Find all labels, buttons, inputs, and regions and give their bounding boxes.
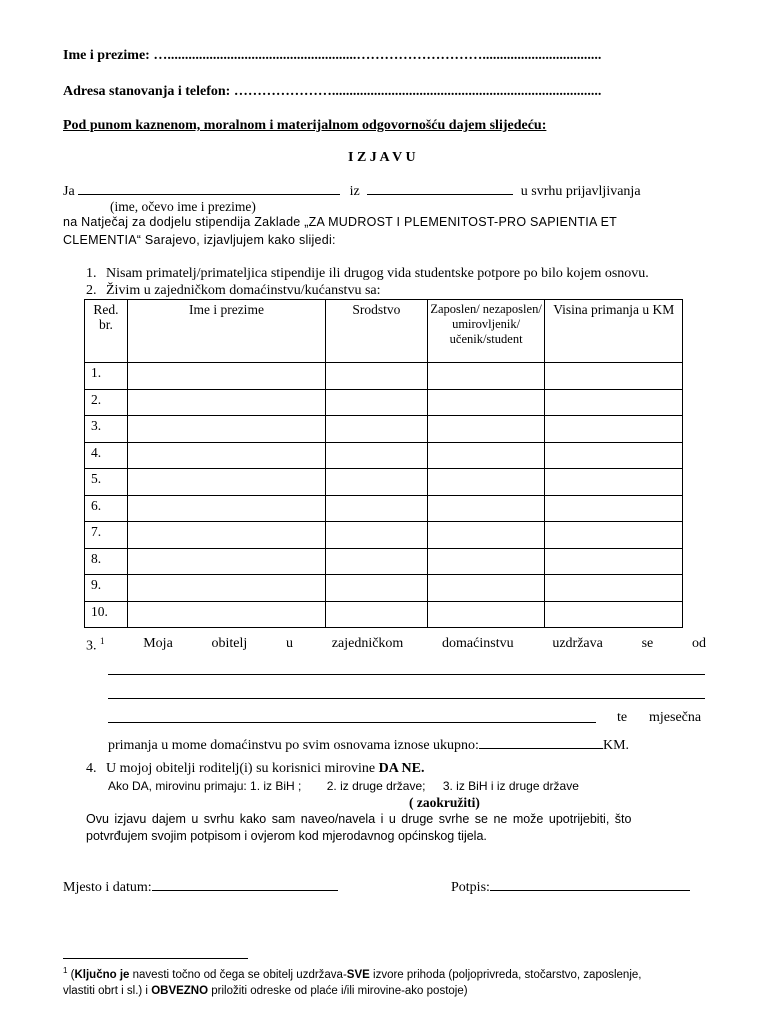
- item-4-number: 4.: [86, 761, 97, 776]
- address-fill-dots[interactable]: ………………….............................................................................: [233, 84, 602, 99]
- member-name-cell[interactable]: [127, 389, 325, 416]
- address-field-row: [63, 84, 601, 100]
- income-cell[interactable]: [545, 363, 683, 390]
- signature-label: Potpis:: [451, 880, 490, 895]
- income-cell[interactable]: [545, 495, 683, 522]
- status-cell[interactable]: [427, 442, 545, 469]
- footnote-divider: [63, 958, 248, 959]
- income-source-line-3[interactable]: [108, 722, 596, 723]
- income-cell[interactable]: [545, 389, 683, 416]
- footnote-text-2: izvore prihoda (poljoprivreda, stočarstvo, zaposlenje,: [369, 968, 642, 981]
- status-cell[interactable]: [427, 548, 545, 575]
- household-members-table: [84, 299, 683, 628]
- closing-line-1: Ovu izjavu dajem u svrhu kako sam naveo/navela i u druge svrhe se ne može upotrijebiti, što: [86, 812, 632, 826]
- row-number: 7.: [85, 522, 128, 549]
- header-income: Visina primanja u KM: [545, 300, 683, 363]
- item-1: [86, 266, 649, 282]
- relationship-cell[interactable]: [326, 495, 428, 522]
- relationship-cell[interactable]: [326, 601, 428, 628]
- intro-row: [63, 182, 641, 200]
- place-date-line[interactable]: [152, 878, 338, 891]
- row-number: 6.: [85, 495, 128, 522]
- circle-hint: ( zaokružiti): [409, 795, 480, 810]
- name-label: Ime i prezime:: [63, 48, 150, 63]
- statement-heading: Pod punom kaznenom, moralnom i materijalnom odgovornošću dajem slijedeću:: [63, 118, 547, 133]
- row-number: 5.: [85, 469, 128, 496]
- place-line[interactable]: [367, 182, 513, 195]
- footnote-line-2: [63, 985, 468, 997]
- pension-source-row: [108, 779, 579, 793]
- table-row: [85, 416, 683, 443]
- footnote-mark: 1: [63, 966, 68, 975]
- row-number: 9.: [85, 575, 128, 602]
- row-number: 2.: [85, 389, 128, 416]
- member-name-cell[interactable]: [127, 575, 325, 602]
- income-total-line[interactable]: [479, 736, 603, 749]
- table-row: [85, 363, 683, 390]
- item-3-word-5: domaćinstvu: [442, 636, 514, 651]
- iz-label: iz: [349, 184, 360, 199]
- footnote-reference: 1: [100, 636, 105, 646]
- row-number: 8.: [85, 548, 128, 575]
- item-3-word-1: Moja: [143, 636, 173, 651]
- income-total-row: [108, 736, 629, 754]
- income-unit: KM.: [602, 738, 630, 753]
- header-relationship: Srodstvo: [326, 300, 428, 363]
- relationship-cell[interactable]: [326, 442, 428, 469]
- table-row: [85, 495, 683, 522]
- relationship-cell[interactable]: [326, 389, 428, 416]
- full-name-line[interactable]: [78, 182, 340, 195]
- table-row: [85, 601, 683, 628]
- item-2: [86, 283, 381, 299]
- header-employment-status: Zaposlen/ nezaposlen/ umirovljenik/ učenik/student: [427, 300, 545, 363]
- income-cell[interactable]: [545, 575, 683, 602]
- income-source-line-1[interactable]: [108, 674, 705, 675]
- row-number: 1.: [85, 363, 128, 390]
- item-4: [86, 761, 424, 777]
- income-cell[interactable]: [545, 601, 683, 628]
- item-3-word-4: zajedničkom: [331, 636, 404, 651]
- footnote-line-1: $^1$ (Ključno je navesti točno od čega se obitelj uzdržava-SVE izvore prihoda (poljoprivreda, stočarstvo, zaposlenje,: [63, 966, 642, 981]
- name-field-row: [63, 48, 601, 64]
- document-title: I Z J A V U: [348, 150, 416, 165]
- member-name-cell[interactable]: [127, 548, 325, 575]
- row-number: 10.: [85, 601, 128, 628]
- status-cell[interactable]: [427, 416, 545, 443]
- signature-line[interactable]: [490, 878, 690, 891]
- intro-line-1: na Natječaj za dodjelu stipendija Zaklade „ZA MUDROST I PLEMENITOST-PRO SAPIENTIA ET: [63, 215, 618, 229]
- item-3-word-3: u: [286, 636, 294, 651]
- footnote-key-phrase: Ključno je: [74, 968, 130, 981]
- income-cell[interactable]: [545, 548, 683, 575]
- name-fill-dots[interactable]: …......................................................………………………..................................: [153, 48, 602, 63]
- income-cell[interactable]: [545, 442, 683, 469]
- status-cell[interactable]: [427, 389, 545, 416]
- pension-option-foreign[interactable]: 2. iz druge države;: [326, 779, 426, 793]
- item-1-text: Nisam primatelj/primateljica stipendije ili drugog vida studentske potpore po bilo kojem osnovu.: [106, 266, 649, 281]
- member-name-cell[interactable]: [127, 442, 325, 469]
- status-cell[interactable]: [427, 601, 545, 628]
- signature-field: [451, 878, 690, 896]
- table-row: [85, 575, 683, 602]
- status-cell[interactable]: [427, 495, 545, 522]
- income-total-label: primanja u mome domaćinstvu po svim osnovama iznose ukupno:: [108, 738, 479, 753]
- item-3-num-text: 3.: [86, 638, 97, 654]
- pension-source-label: Ako DA, mirovinu primaju:: [108, 779, 251, 793]
- header-full-name: Ime i prezime: [127, 300, 325, 363]
- status-cell[interactable]: [427, 575, 545, 602]
- item-2-text: Živim u zajedničkom domaćinstvu/kućanstvu sa:: [106, 283, 381, 298]
- row-number: 3.: [85, 416, 128, 443]
- status-cell[interactable]: [427, 469, 545, 496]
- purpose-label: u svrhu prijavljivanja: [520, 184, 641, 199]
- item-4-text: U mojoj obitelji roditelj(i) su korisnici mirovine: [106, 761, 376, 776]
- relationship-cell[interactable]: [326, 575, 428, 602]
- item-2-number: 2.: [86, 283, 97, 298]
- place-date-field: [63, 878, 338, 896]
- item-3-word-7: se: [641, 636, 654, 651]
- name-hint: (ime, očevo ime i prezime): [110, 199, 256, 214]
- intro-line-2: CLEMENTIA“ Sarajevo, izjavljujem kako slijedi:: [63, 233, 336, 247]
- income-cell[interactable]: [545, 416, 683, 443]
- row-number: 4.: [85, 442, 128, 469]
- pension-option-bih[interactable]: 1. iz BiH ;: [250, 779, 302, 793]
- footnote-mandatory-phrase: OBVEZNO: [151, 985, 209, 997]
- member-name-cell[interactable]: [127, 469, 325, 496]
- place-date-label: Mjesto i datum:: [63, 880, 152, 895]
- te-label: te: [617, 710, 628, 725]
- footnote-all-phrase: SVE: [346, 968, 370, 981]
- table-row: [85, 469, 683, 496]
- status-cell[interactable]: [427, 522, 545, 549]
- pension-yes-no-options[interactable]: DA NE.: [378, 761, 425, 776]
- relationship-cell[interactable]: [326, 469, 428, 496]
- table-row: [85, 389, 683, 416]
- item-3-word-8: od: [692, 636, 706, 651]
- income-cell[interactable]: [545, 469, 683, 496]
- income-source-line-2[interactable]: [108, 698, 705, 699]
- table-header-row: [85, 300, 683, 363]
- pension-option-both[interactable]: 3. iz BiH i iz druge države: [442, 779, 579, 793]
- closing-line-2: potvrđujem svojim potpisom i ovjerom kod mjerodavnog općinskog tijela.: [86, 829, 487, 843]
- member-name-cell[interactable]: [127, 495, 325, 522]
- item-3-number: [86, 636, 105, 655]
- header-ordinal: Red. br.: [85, 300, 128, 363]
- mjesecna-label: mjesečna: [649, 710, 702, 725]
- footnote-text-3: vlastiti obrt i sl.) i: [63, 985, 152, 997]
- address-label: Adresa stanovanja i telefon:: [63, 84, 231, 99]
- table-row: [85, 442, 683, 469]
- footnote-text-4: priložiti odreske od plaće i/ili mirovine-ako postoje): [208, 985, 468, 997]
- member-name-cell[interactable]: [127, 416, 325, 443]
- item-1-number: 1.: [86, 266, 97, 281]
- member-name-cell[interactable]: [127, 601, 325, 628]
- income-cell[interactable]: [545, 522, 683, 549]
- ja-label: Ja: [63, 184, 75, 199]
- relationship-cell[interactable]: [326, 363, 428, 390]
- table-row: [85, 548, 683, 575]
- item-3-row: [86, 636, 706, 655]
- table-body: [85, 363, 683, 628]
- relationship-cell[interactable]: [326, 522, 428, 549]
- member-name-cell[interactable]: [127, 363, 325, 390]
- footnote-text-1: navesti točno od čega se obitelj uzdržava-: [129, 968, 347, 981]
- table-row: [85, 522, 683, 549]
- member-name-cell[interactable]: [127, 522, 325, 549]
- item-3-word-2: obitelj: [211, 636, 248, 651]
- relationship-cell[interactable]: [326, 548, 428, 575]
- status-cell[interactable]: [427, 363, 545, 390]
- relationship-cell[interactable]: [326, 416, 428, 443]
- item-3-word-6: uzdržava: [552, 636, 603, 651]
